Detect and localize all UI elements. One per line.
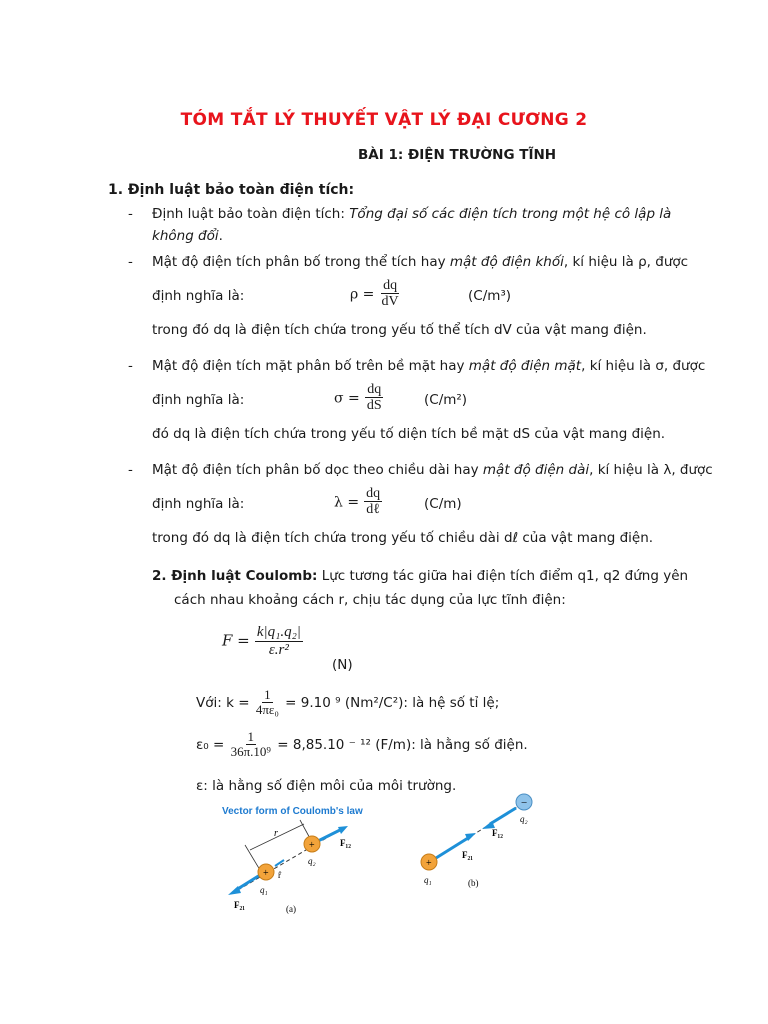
bullet-dash: - (128, 206, 133, 222)
formula-lambda (334, 486, 382, 518)
bullet-4-line-1 (152, 462, 713, 478)
minus-sign-q2-b: − (521, 797, 528, 809)
plus-sign-q1-b: + (426, 858, 432, 869)
bullet-1-lead: Định luật bảo toàn điện tích: (152, 206, 350, 222)
section-2-text-1: Lực tương tác giữa hai điện tích điểm q1, q2 đứng yên (317, 568, 689, 584)
formula-rho (350, 278, 401, 310)
formula-lambda-unit: (C/m) (424, 496, 462, 512)
bullet-1-italic-2: không đổi (152, 228, 219, 244)
e0-pre: ε₀ = (196, 736, 225, 753)
formula-rho-den: dV (381, 294, 399, 310)
bullet-dash: - (128, 462, 133, 478)
formula-sigma-unit: (C/m²) (424, 392, 468, 408)
bullet-3-line-1 (152, 358, 705, 374)
formula-coulomb-unit: (N) (332, 657, 353, 673)
bullet-dash: - (128, 358, 133, 374)
bullet-3-note: đó dq là điện tích chứa trong yếu tố diện tích bề mặt dS của vật mang điện. (152, 426, 666, 442)
section-2-text-2: cách nhau khoảng cách r, chịu tác dụng của lực tĩnh điện: (174, 592, 566, 608)
page-subtitle: BÀI 1: ĐIỆN TRƯỜNG TĨNH (358, 147, 557, 163)
page-title: TÓM TẮT LÝ THUYẾT VẬT LÝ ĐẠI CƯƠNG 2 (180, 110, 588, 130)
formula-lambda-den: dℓ (366, 502, 381, 518)
section-1-heading: 1. Định luật bảo toàn điện tích: (108, 182, 355, 198)
formula-coulomb-den: ε.r² (268, 641, 289, 658)
bullet-2-line-1 (152, 254, 688, 270)
bullet-dash: - (128, 254, 133, 270)
e0-den: 36π.10⁹ (230, 744, 271, 760)
figure-caption: Vector form of Coulomb's law (222, 806, 363, 817)
bullet-2-italic: mật độ điện khối (449, 254, 564, 270)
plus-sign-q1-a: + (263, 868, 269, 879)
bullet-1-end: . (218, 228, 223, 244)
bullet-3-italic: mật độ điện mặt (468, 358, 582, 374)
label-q1-a: q₁ (260, 885, 268, 895)
e0-post: = 8,85.10 ⁻ ¹² (F/m): là hằng số điện. (277, 736, 528, 753)
bullet-3-def-label: định nghĩa là: (152, 392, 245, 408)
k-pre: Với: k = (196, 694, 250, 711)
formula-coulomb (222, 624, 303, 658)
label-q2-a: q₂ (308, 856, 316, 866)
bullet-4-def-label: định nghĩa là: (152, 496, 245, 512)
section-2-line-1 (152, 568, 688, 584)
label-rhat: r̂ (278, 870, 281, 880)
force-f12-arrow-b (490, 808, 516, 824)
formula-coulomb-num: k|q₁.q₂| (256, 624, 301, 640)
figure-b (421, 794, 532, 888)
bullet-1-line-1 (152, 206, 671, 222)
figure-b-tag: (b) (468, 878, 479, 888)
bullet-4-note: trong đó dq là điện tích chứa trong yếu tố chiều dài dℓ của vật mang điện. (152, 530, 654, 546)
label-f21-b: F₂₁ (462, 850, 473, 860)
formula-rho-num: dq (383, 278, 398, 293)
epsilon-note: ε: là hằng số điện môi của môi trường. (196, 778, 457, 794)
formula-rho-unit: (C/m³) (468, 288, 512, 304)
label-q1-b: q₁ (424, 875, 432, 885)
formula-sigma-lhs: σ = (334, 390, 360, 407)
bullet-2-def-label: định nghĩa là: (152, 288, 245, 304)
formula-rho-lhs: ρ = (350, 286, 375, 303)
label-f21-a: F₂₁ (234, 900, 245, 910)
k-den: 4πε₀ (255, 702, 279, 718)
formula-lambda-num: dq (366, 486, 381, 501)
k-constant-line (196, 688, 499, 718)
label-r: r (274, 828, 278, 839)
bullet-2-post: , kí hiệu là ρ, được (563, 254, 689, 270)
bullet-3-pre: Mật độ điện tích mặt phân bố trên bề mặt hay (152, 358, 469, 374)
label-q2-b: q₂ (520, 814, 528, 824)
bullet-4-pre: Mật độ điện tích phân bố dọc theo chiều dài hay (152, 462, 483, 478)
bullet-2-pre: Mật độ điện tích phân bố trong thể tích hay (152, 254, 450, 270)
k-post: = 9.10 ⁹ (Nm²/C²): là hệ số tỉ lệ; (285, 694, 500, 711)
bullet-1-italic-1: Tổng đại số các điện tích trong một hệ cô lập là (349, 206, 672, 222)
bullet-4-post: , kí hiệu là λ, được (589, 462, 713, 478)
epsilon0-line (196, 730, 528, 760)
k-num: 1 (264, 687, 271, 702)
plus-sign-q2-a: + (309, 840, 315, 851)
formula-coulomb-lhs: F = (222, 631, 250, 650)
formula-sigma-num: dq (367, 382, 382, 397)
bullet-1-line-2 (152, 228, 223, 244)
formula-sigma-den: dS (366, 398, 382, 414)
formula-sigma (334, 382, 384, 414)
rhat-arrow (275, 860, 284, 866)
label-f12-a: F₁₂ (340, 838, 351, 848)
formula-lambda-lhs: λ = (334, 494, 360, 511)
e0-num: 1 (247, 729, 255, 744)
label-f12-b: F₁₂ (492, 828, 503, 838)
figure-a-tag: (a) (286, 904, 296, 914)
bullet-2-note: trong đó dq là điện tích chứa trong yếu tố thể tích dV của vật mang điện. (152, 322, 647, 338)
figure-a (228, 820, 351, 914)
coulomb-figure (200, 790, 560, 920)
bullet-4-italic: mật độ điện dài (482, 462, 590, 478)
bullet-3-post: , kí hiệu là σ, được (581, 358, 706, 374)
force-f12-arrowhead-a (338, 826, 348, 834)
section-2-heading: 2. Định luật Coulomb: (152, 568, 318, 584)
